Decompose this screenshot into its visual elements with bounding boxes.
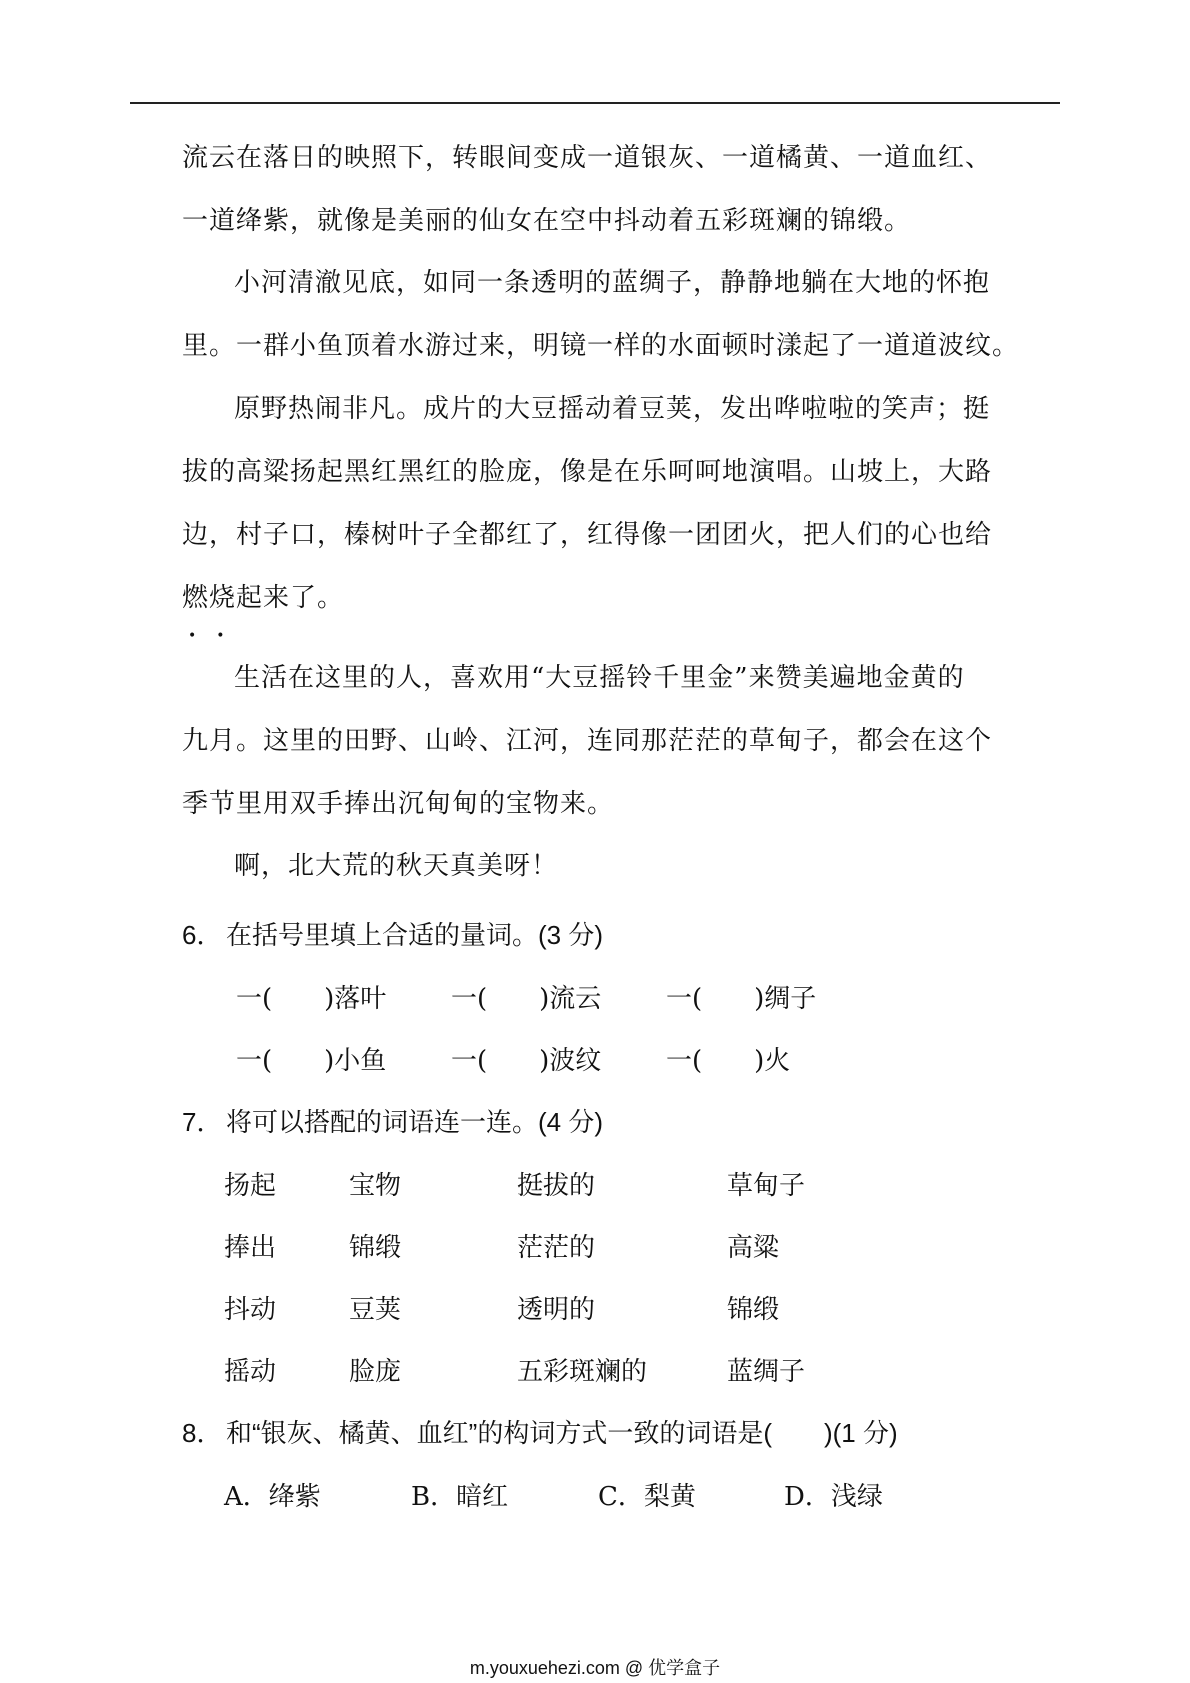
option-a[interactable]: A．绛紫 (224, 1482, 321, 1512)
match-noun[interactable]: 锦缎 (349, 1233, 402, 1263)
match-object[interactable]: 高粱 (727, 1233, 780, 1263)
passage-paragraph-2 (182, 252, 1022, 378)
match-object[interactable]: 蓝绸子 (727, 1357, 806, 1387)
match-noun[interactable]: 豆荚 (349, 1295, 402, 1325)
match-adjective[interactable]: 茫茫的 (517, 1233, 596, 1263)
passage-line: 小河清澈见底，如同一条透明的蓝绸子，静静地躺在大地的怀抱 (234, 268, 991, 298)
passage-paragraph-3 (182, 378, 1022, 630)
question-6 (182, 915, 603, 952)
measure-word-blank[interactable]: 一( )小鱼 (236, 1046, 387, 1076)
passage-line: 里。一群小鱼顶着水游过来，明镜一样的水面顿时漾起了一道道波纹。 (182, 331, 1020, 361)
option-c[interactable]: C．梨黄 (598, 1482, 696, 1512)
passage-line: 边，村子口，榛树叶子全都红了，红得像一团团火，把人们的心也给 (182, 520, 993, 550)
option-d[interactable]: D．浅绿 (784, 1482, 883, 1512)
passage-line: 季节里用双手捧出沉甸甸的宝物来。 (182, 789, 615, 819)
match-verb[interactable]: 抖动 (224, 1295, 277, 1325)
option-b[interactable]: B．暗红 (411, 1482, 509, 1512)
question-number: 8． (182, 1418, 223, 1448)
measure-word-blank[interactable]: 一( )流云 (451, 984, 602, 1014)
passage-paragraph-1 (182, 127, 1022, 253)
match-object[interactable]: 锦缎 (727, 1295, 780, 1325)
match-verb[interactable]: 捧出 (224, 1233, 277, 1263)
passage-line: 流云在落日的映照下，转眼间变成一道银灰、一道橘黄、一道血红、 (182, 143, 993, 173)
match-verb[interactable]: 扬起 (224, 1171, 277, 1201)
match-object[interactable]: 草甸子 (727, 1171, 806, 1201)
match-noun[interactable]: 宝物 (349, 1171, 402, 1201)
question-prompt: 在括号里填上合适的量词。(3 分) (226, 920, 604, 950)
emphasis-dots: •• (188, 628, 245, 644)
passage-line: 拔的高粱扬起黑红黑红的脸庞，像是在乐呵呵地演唱。山坡上，大路 (182, 457, 993, 487)
match-adjective[interactable]: 五彩斑斓的 (517, 1357, 648, 1387)
passage-paragraph-5 (182, 835, 1022, 898)
question-number: 6． (182, 920, 223, 950)
question-prompt: 和“银灰、橘黄、血红”的构词方式一致的词语是( )(1 分) (226, 1418, 898, 1448)
question-7 (182, 1102, 603, 1139)
question-prompt: 将可以搭配的词语连一连。(4 分) (226, 1107, 604, 1137)
match-verb[interactable]: 摇动 (224, 1357, 277, 1387)
measure-word-blank[interactable]: 一( )绸子 (666, 984, 817, 1014)
passage-line: 一道绛紫，就像是美丽的仙女在空中抖动着五彩斑斓的锦缎。 (182, 206, 912, 236)
question-8 (182, 1413, 898, 1450)
passage-line: 九月。这里的田野、山岭、江河，连同那茫茫的草甸子，都会在这个 (182, 726, 993, 756)
passage-line: 啊，北大荒的秋天真美呀！ (234, 851, 559, 881)
measure-word-blank[interactable]: 一( )火 (666, 1046, 791, 1076)
match-adjective[interactable]: 挺拔的 (517, 1171, 596, 1201)
question-number: 7． (182, 1107, 223, 1137)
passage-line: 燃烧起来了。 (182, 583, 345, 613)
passage-line: 原野热闹非凡。成片的大豆摇动着豆荚，发出哗啦啦的笑声；挺 (234, 394, 991, 424)
passage-paragraph-4 (182, 647, 1022, 836)
passage-line: 生活在这里的人，喜欢用“大豆摇铃千里金”来赞美遍地金黄的 (234, 663, 965, 693)
top-rule (130, 102, 1060, 104)
footer-watermark: m.youxuehezi.com @ 优学盒子 (469, 1658, 721, 1678)
measure-word-blank[interactable]: 一( )落叶 (236, 984, 387, 1014)
measure-word-blank[interactable]: 一( )波纹 (451, 1046, 602, 1076)
match-noun[interactable]: 脸庞 (349, 1357, 402, 1387)
match-adjective[interactable]: 透明的 (517, 1295, 596, 1325)
